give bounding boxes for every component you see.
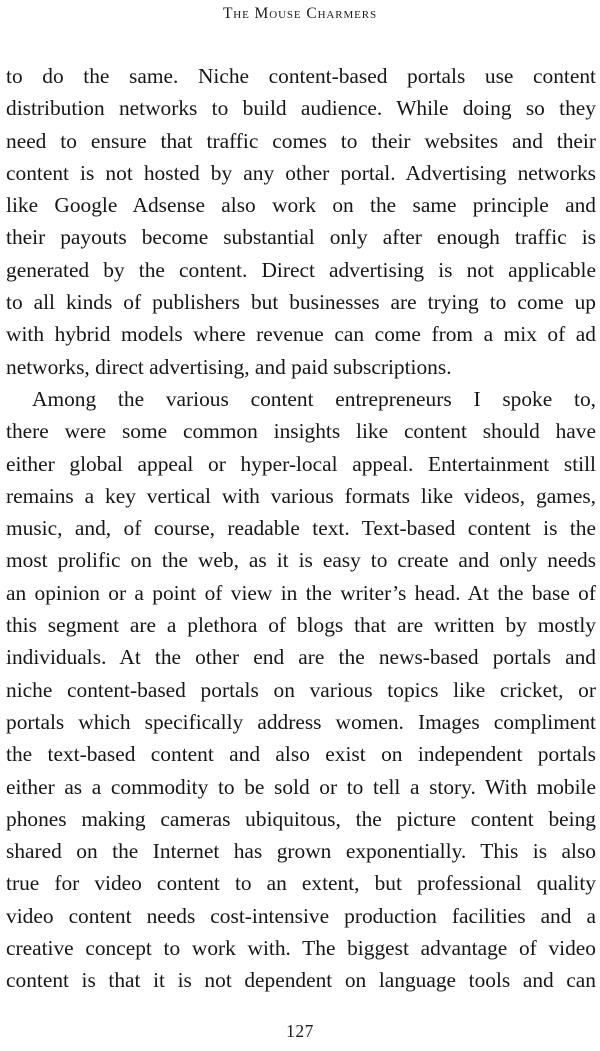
body-text xyxy=(6,60,596,997)
text-line: need to ensure that traffic comes to their websites and their xyxy=(6,128,596,153)
text-line: an opinion or a point of view in the writer’s head. At the base of xyxy=(6,580,596,605)
text-line: individuals. At the other end are the news-based portals and xyxy=(6,645,596,670)
text-line: to all kinds of publishers but businesses are trying to come up xyxy=(6,290,596,315)
text-line: remains a key vertical with various formats like videos, games, xyxy=(6,483,596,508)
text-line: networks, direct advertising, and paid subscriptions. xyxy=(6,354,452,379)
text-line: their payouts become substantial only after enough traffic is xyxy=(6,225,596,250)
text-line: content is that it is not dependent on language tools and can xyxy=(6,968,596,993)
text-line: to do the same. Niche content-based portals use content xyxy=(6,64,596,88)
text-line: generated by the content. Direct advertising is not applicable xyxy=(6,257,596,282)
text-line: either global appeal or hyper-local appeal. Entertainment still xyxy=(6,451,596,476)
text-line: creative concept to work with. The biggest advantage of video xyxy=(6,936,596,961)
text-line: phones making cameras ubiquitous, the picture content being xyxy=(6,806,596,831)
text-line: there were some common insights like content should have xyxy=(6,419,596,444)
text-line: like Google Adsense also work on the same principle and xyxy=(6,193,596,218)
text-line: Among the various content entrepreneurs I spoke to, xyxy=(32,386,596,411)
paragraph-2 xyxy=(6,383,596,997)
text-line: shared on the Internet has grown exponentially. This is also xyxy=(6,839,596,864)
text-line: music, and, of course, readable text. Text-based content is the xyxy=(6,516,596,541)
text-line: niche content-based portals on various topics like cricket, or xyxy=(6,677,596,702)
text-line: the text-based content and also exist on independent portals xyxy=(6,742,596,767)
text-line: portals which specifically address women. Images compliment xyxy=(6,709,596,734)
paragraph-1 xyxy=(6,60,596,383)
text-line: video content needs cost-intensive production facilities and a xyxy=(6,903,596,928)
page-number: 127 xyxy=(286,1021,314,1041)
text-line: either as a commodity to be sold or to tell a story. With mobile xyxy=(6,774,596,799)
text-line: true for video content to an extent, but professional quality xyxy=(6,871,596,896)
text-line: with hybrid models where revenue can come from a mix of ad xyxy=(6,322,596,347)
text-line: content is not hosted by any other portal. Advertising networks xyxy=(6,160,596,185)
text-line: this segment are a plethora of blogs that are written by mostly xyxy=(6,613,596,638)
running-head: The Mouse Charmers xyxy=(222,5,378,22)
text-line: most prolific on the web, as it is easy to create and only needs xyxy=(6,548,596,573)
text-line: distribution networks to build audience. While doing so they xyxy=(6,96,596,121)
